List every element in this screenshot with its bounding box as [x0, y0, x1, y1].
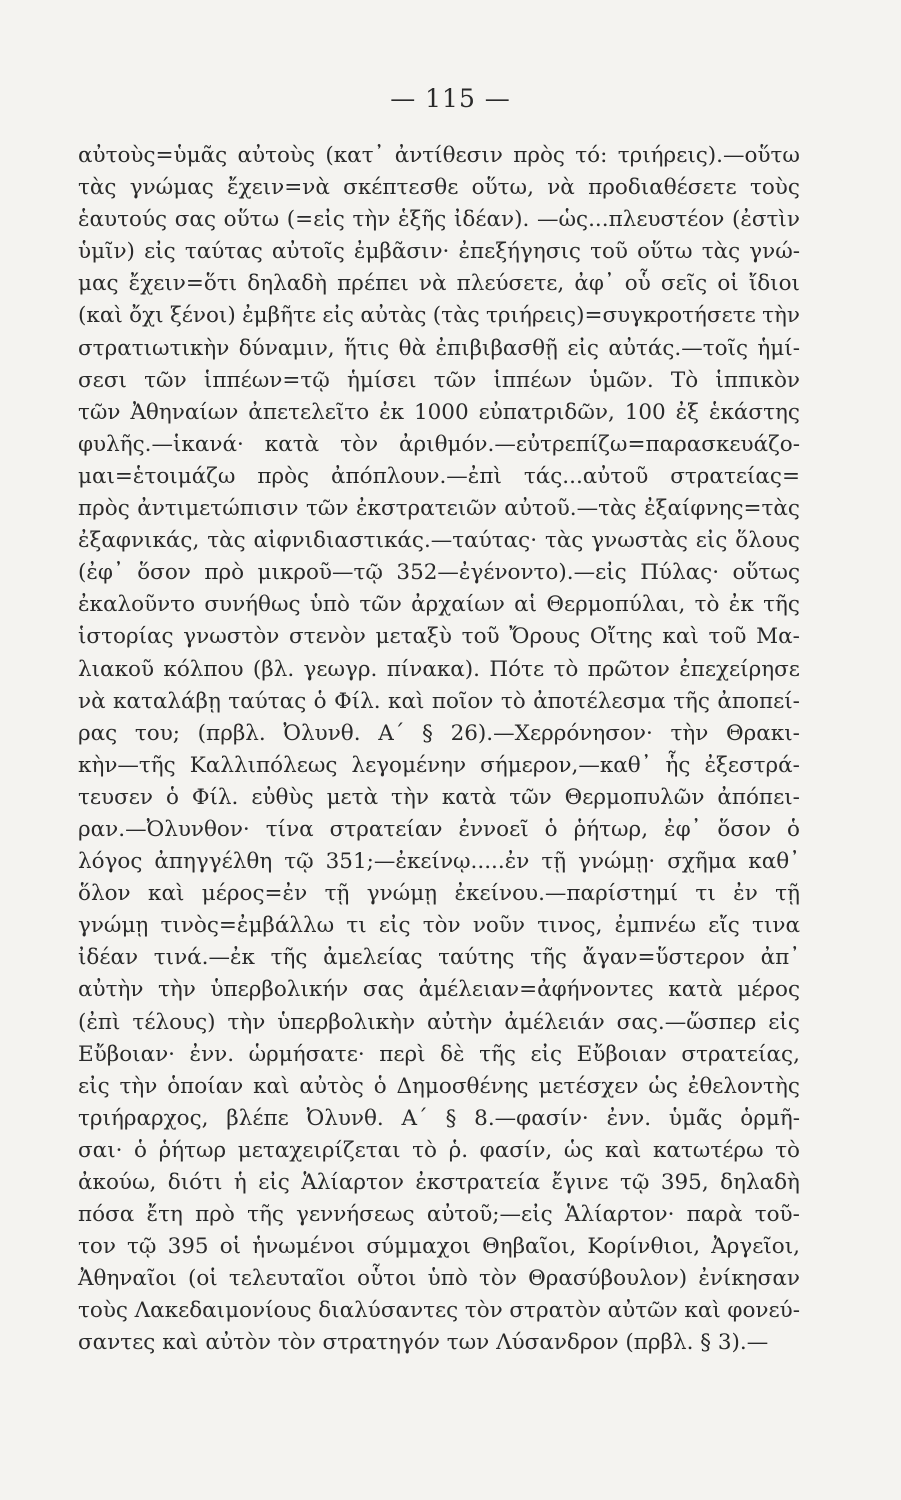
- text-line: Εὔβοιαν· ἐνν. ὡρμήσατε· περὶ δὲ τῆς εἰς Εὔβοιαν στρατείας,: [78, 1041, 800, 1067]
- text-line: κὴν—τῆς Καλλιπόλεως λεγομένην σήμερον,—καθ᾽ ἧς ἐξεστρά-: [78, 752, 800, 778]
- text-line: γνώμῃ τινὸς=ἐμβάλλω τι εἰς τὸν νοῦν τινος, ἐμπνέω εἴς τινα: [78, 913, 800, 939]
- text-line: ὑμῖν) εἰς ταύτας αὐτοῖς ἐμβᾶσιν· ἐπεξήγησις τοῦ οὕτω τὰς γνώ-: [78, 239, 800, 265]
- text-line: σαι· ὁ ῥήτωρ μεταχειρίζεται τὸ ῥ. φασίν, ὡς καὶ κατωτέρω τὸ: [78, 1137, 800, 1163]
- text-line: τον τῷ 395 οἱ ἡνωμένοι σύμμαχοι Θηβαῖοι, Κορίνθιοι, Ἀργεῖοι,: [78, 1234, 800, 1260]
- text-line: σεσι τῶν ἱππέων=τῷ ἡμίσει τῶν ἱππέων ὑμῶν. Τὸ ἱππικὸν: [78, 367, 800, 393]
- text-line: μαι=ἑτοιμάζω πρὸς ἀπόπλουν.—ἐπὶ τάς...αὐτοῦ στρατείας=: [78, 463, 800, 489]
- text-line: πόσα ἔτη πρὸ τῆς γεννήσεως αὐτοῦ;—εἰς Ἁλίαρτον· παρὰ τοῦ-: [78, 1202, 800, 1228]
- text-line: τοὺς Λακεδαιμονίους διαλύσαντες τὸν στρατὸν αὐτῶν καὶ φονεύ-: [78, 1298, 800, 1324]
- text-line: ἱστορίας γνωστὸν στενὸν μεταξὺ τοῦ Ὄρους Οἴτης καὶ τοῦ Μα-: [78, 624, 800, 650]
- text-line: νὰ καταλάβῃ ταύτας ὁ Φίλ. καὶ ποῖον τὸ ἀποτέλεσμα τῆς ἀποπεί-: [78, 688, 800, 714]
- text-line: ἐκαλοῦντο συνήθως ὑπὸ τῶν ἀρχαίων αἱ Θερμοπύλαι, τὸ ἐκ τῆς: [78, 592, 800, 618]
- text-line: (καὶ ὄχι ξένοι) ἐμβῆτε εἰς αὐτὰς (τὰς τριήρεις)=συγκροτήσετε τὴν: [78, 303, 800, 329]
- text-line: εἰς τὴν ὁποίαν καὶ αὐτὸς ὁ Δημοσθένης μετέσχεν ὡς ἐθελοντὴς: [78, 1073, 800, 1099]
- text-line: αὐτὴν τὴν ὑπερβολικήν σας ἀμέλειαν=ἀφήνοντες κατὰ μέρος: [78, 977, 800, 1003]
- text-line: τὰς γνώμας ἔχειν=νὰ σκέπτεσθε οὕτω, νὰ προδιαθέσετε τοὺς: [78, 175, 800, 201]
- text-line: ἑαυτούς σας οὕτω (=εἰς τὴν ἑξῆς ἰδέαν). —ὡς...πλευστέον (ἐστὶν: [78, 207, 800, 233]
- text-line: τῶν Ἀθηναίων ἀπετελεῖτο ἐκ 1000 εὐπατριδῶν, 100 ἐξ ἑκάστης: [78, 399, 800, 425]
- text-line: (ἐφ᾽ ὅσον πρὸ μικροῦ—τῷ 352—ἐγένοντο).—εἰς Πύλας· οὕτως: [78, 560, 800, 586]
- text-line: πρὸς ἀντιμετώπισιν τῶν ἐκστρατειῶν αὐτοῦ.—τὰς ἐξαίφνης=τὰς: [78, 496, 800, 522]
- text-line: μας ἔχειν=ὅτι δηλαδὴ πρέπει νὰ πλεύσετε, ἀφ᾽ οὗ σεῖς οἱ ἴδιοι: [78, 271, 800, 297]
- text-line: ὅλον καὶ μέρος=ἐν τῇ γνώμῃ ἐκείνου.—παρίστημί τι ἐν τῇ: [78, 881, 800, 907]
- text-line: στρατιωτικὴν δύναμιν, ἥτις θὰ ἐπιβιβασθῇ εἰς αὐτάς.—τοῖς ἡμί-: [78, 335, 800, 361]
- text-line: ρας του; (πρβλ. Ὀλυνθ. Α´ § 26).—Χερρόνησον· τὴν Θρακι-: [78, 720, 800, 746]
- text-line: ἀκούω, διότι ἡ εἰς Ἁλίαρτον ἐκστρατεία ἔγινε τῷ 395, δηλαδὴ: [78, 1170, 800, 1195]
- text-line: ἰδέαν τινά.—ἐκ τῆς ἀμελείας ταύτης τῆς ἄγαν=ὕστερον ἀπ᾽: [78, 945, 800, 971]
- page-number: — 115 —: [390, 84, 511, 113]
- text-line: σαντες καὶ αὐτὸν τὸν στρατηγόν των Λύσανδρον (πρβλ. § 3).—: [78, 1330, 769, 1356]
- text-line: λόγος ἀπηγγέλθη τῷ 351;—ἐκείνῳ.....ἐν τῇ γνώμῃ· σχῆμα καθ᾽: [78, 849, 800, 875]
- text-line: (ἐπὶ τέλους) τὴν ὑπερβολικὴν αὐτὴν ἀμέλειάν σας.—ὥσπερ εἰς: [78, 1009, 800, 1035]
- text-line: αὐτοὺς=ὑμᾶς αὐτοὺς (κατ᾽ ἀντίθεσιν πρὸς τό: τριήρεις).—οὕτω: [78, 143, 800, 168]
- commentary-text: [78, 140, 800, 1360]
- text-line: Ἀθηναῖοι (οἱ τελευταῖοι οὗτοι ὑπὸ τὸν Θρασύβουλον) ἐνίκησαν: [78, 1266, 800, 1292]
- text-line: ἐξαφνικάς, τὰς αἰφνιδιαστικάς.—ταύτας· τὰς γνωστὰς εἰς ὅλους: [78, 528, 800, 554]
- text-line: ραν.—Ὀλυνθον· τίνα στρατείαν ἐννοεῖ ὁ ῥήτωρ, ἐφ᾽ ὅσον ὁ: [78, 816, 800, 842]
- text-line: τριήραρχος, βλέπε Ὀλυνθ. Α´ § 8.—φασίν· ἐνν. ὑμᾶς ὁρμῆ-: [78, 1105, 800, 1131]
- text-line: τευσεν ὁ Φίλ. εὐθὺς μετὰ τὴν κατὰ τῶν Θερμοπυλῶν ἀπόπει-: [78, 784, 800, 810]
- text-line: φυλῆς.—ἱκανά· κατὰ τὸν ἀριθμόν.—εὐτρεπίζω=παρασκευάζο-: [78, 431, 800, 457]
- text-line: λιακοῦ κόλπου (βλ. γεωγρ. πίνακα). Πότε τὸ πρῶτον ἐπεχείρησε: [78, 656, 800, 682]
